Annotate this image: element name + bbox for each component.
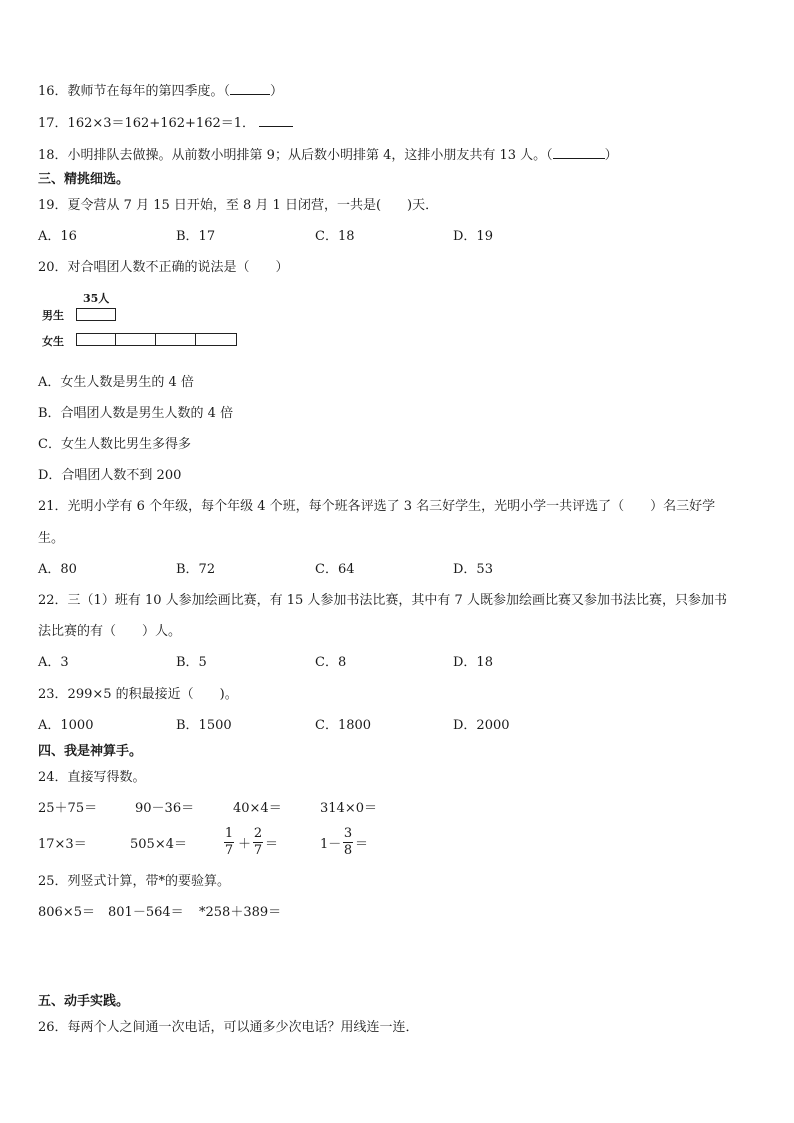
- calc-item: 806×5＝: [38, 905, 95, 920]
- option-c[interactable]: C．1800: [315, 718, 372, 733]
- option-a[interactable]: A．16: [38, 229, 77, 244]
- diagram-boy-label: 男生: [42, 309, 64, 322]
- calc-item: 314×0＝: [320, 801, 377, 816]
- option-b[interactable]: B．72: [176, 562, 216, 577]
- answer-blank[interactable]: [259, 114, 293, 127]
- option-d[interactable]: D．合唱团人数不到 200: [38, 468, 182, 483]
- diagram-top-label: 35人: [83, 292, 110, 305]
- calc-item: 17×3＝: [38, 837, 87, 852]
- option-d[interactable]: D．53: [453, 562, 493, 577]
- answer-blank[interactable]: [553, 146, 605, 159]
- option-d[interactable]: D．18: [453, 655, 493, 670]
- question-21-text: 21．光明小学有 6 个年级，每个年级 4 个班，每个班各评选了 3 名三好学生，光明小学一共评选了（ ）名三好学: [38, 499, 716, 514]
- option-c[interactable]: C．女生人数比男生多得多: [38, 437, 191, 452]
- question-22-text: 22．三（1）班有 10 人参加绘画比赛，有 15 人参加书法比赛，其中有 7 人既参加绘画比赛又参加书法比赛，只参加书: [38, 593, 727, 608]
- option-b[interactable]: B．1500: [176, 718, 232, 733]
- question-22-text-cont: 法比赛的有（ ）人。: [38, 624, 182, 639]
- question-19-text: 19．夏令营从 7 月 15 日开始，至 8 月 1 日闭营，一共是( )天．: [38, 198, 439, 213]
- option-c[interactable]: C．64: [315, 562, 355, 577]
- option-a[interactable]: A．1000: [38, 718, 94, 733]
- fraction: 2 7: [253, 826, 263, 858]
- fraction: 1 7: [224, 826, 234, 858]
- calc-item: 25＋75＝: [38, 801, 98, 816]
- girl-bar-unit: [115, 333, 156, 346]
- question-16: 16．教师节在每年的第四季度。（ ）: [38, 84, 284, 99]
- question-23-text: 23．299×5 的积最接近（ )。: [38, 687, 238, 702]
- option-d[interactable]: D．19: [453, 229, 493, 244]
- fraction: 3 8: [343, 826, 353, 858]
- section-3-heading: 三、精挑细选。: [38, 172, 130, 187]
- question-18-text: 18．小明排队去做操。从前数小明排第 9；从后数小明排第 4，这排小朋友共有 13 人。（: [38, 148, 553, 163]
- answer-blank[interactable]: [230, 82, 270, 95]
- section-5-heading: 五、动手实践。: [38, 994, 130, 1009]
- question-17: [38, 114, 293, 133]
- option-c[interactable]: C．18: [315, 229, 355, 244]
- question-16-text: 16．教师节在每年的第四季度。（: [38, 84, 231, 99]
- option-b[interactable]: B．合唱团人数是男生人数的 4 倍: [38, 406, 234, 421]
- calc-item: 90－36＝: [135, 801, 195, 816]
- option-a[interactable]: A．女生人数是男生的 4 倍: [38, 375, 194, 390]
- section-4-heading: 四、我是神算手。: [38, 744, 143, 759]
- question-17-text: 17．162×3＝162+162+162＝1．: [38, 116, 256, 131]
- calc-item: 40×4＝: [233, 801, 282, 816]
- option-b[interactable]: B．17: [176, 229, 216, 244]
- question-18: 18．小明排队去做操。从前数小明排第 9；从后数小明排第 4，这排小朋友共有 13 人。（ ）: [38, 148, 618, 163]
- girl-bar-unit: [155, 333, 196, 346]
- option-d[interactable]: D．2000: [453, 718, 510, 733]
- question-25-text: 25．列竖式计算，带*的要验算。: [38, 874, 231, 889]
- diagram-girl-label: 女生: [42, 335, 64, 348]
- question-26-text: 26．每两个人之间通一次电话，可以通多少次电话？用线连一连．: [38, 1020, 419, 1035]
- calc-item: 505×4＝: [130, 837, 187, 852]
- option-a[interactable]: A．80: [38, 562, 77, 577]
- question-20-text: 20．对合唱团人数不正确的说法是（ ）: [38, 260, 289, 275]
- girl-bar-unit: [76, 333, 116, 346]
- question-24-text: 24．直接写得数。: [38, 770, 146, 785]
- option-c[interactable]: C．8: [315, 655, 347, 670]
- calc-item: 801－564＝: [108, 905, 184, 920]
- calc-item: *258＋389＝: [199, 905, 282, 920]
- boy-bar-unit: [76, 308, 116, 321]
- question-21-text-cont: 生。: [38, 531, 65, 546]
- girl-bar-unit: [195, 333, 237, 346]
- option-b[interactable]: B．5: [176, 655, 207, 670]
- option-a[interactable]: A．3: [38, 655, 69, 670]
- bar-model-diagram: [38, 290, 258, 354]
